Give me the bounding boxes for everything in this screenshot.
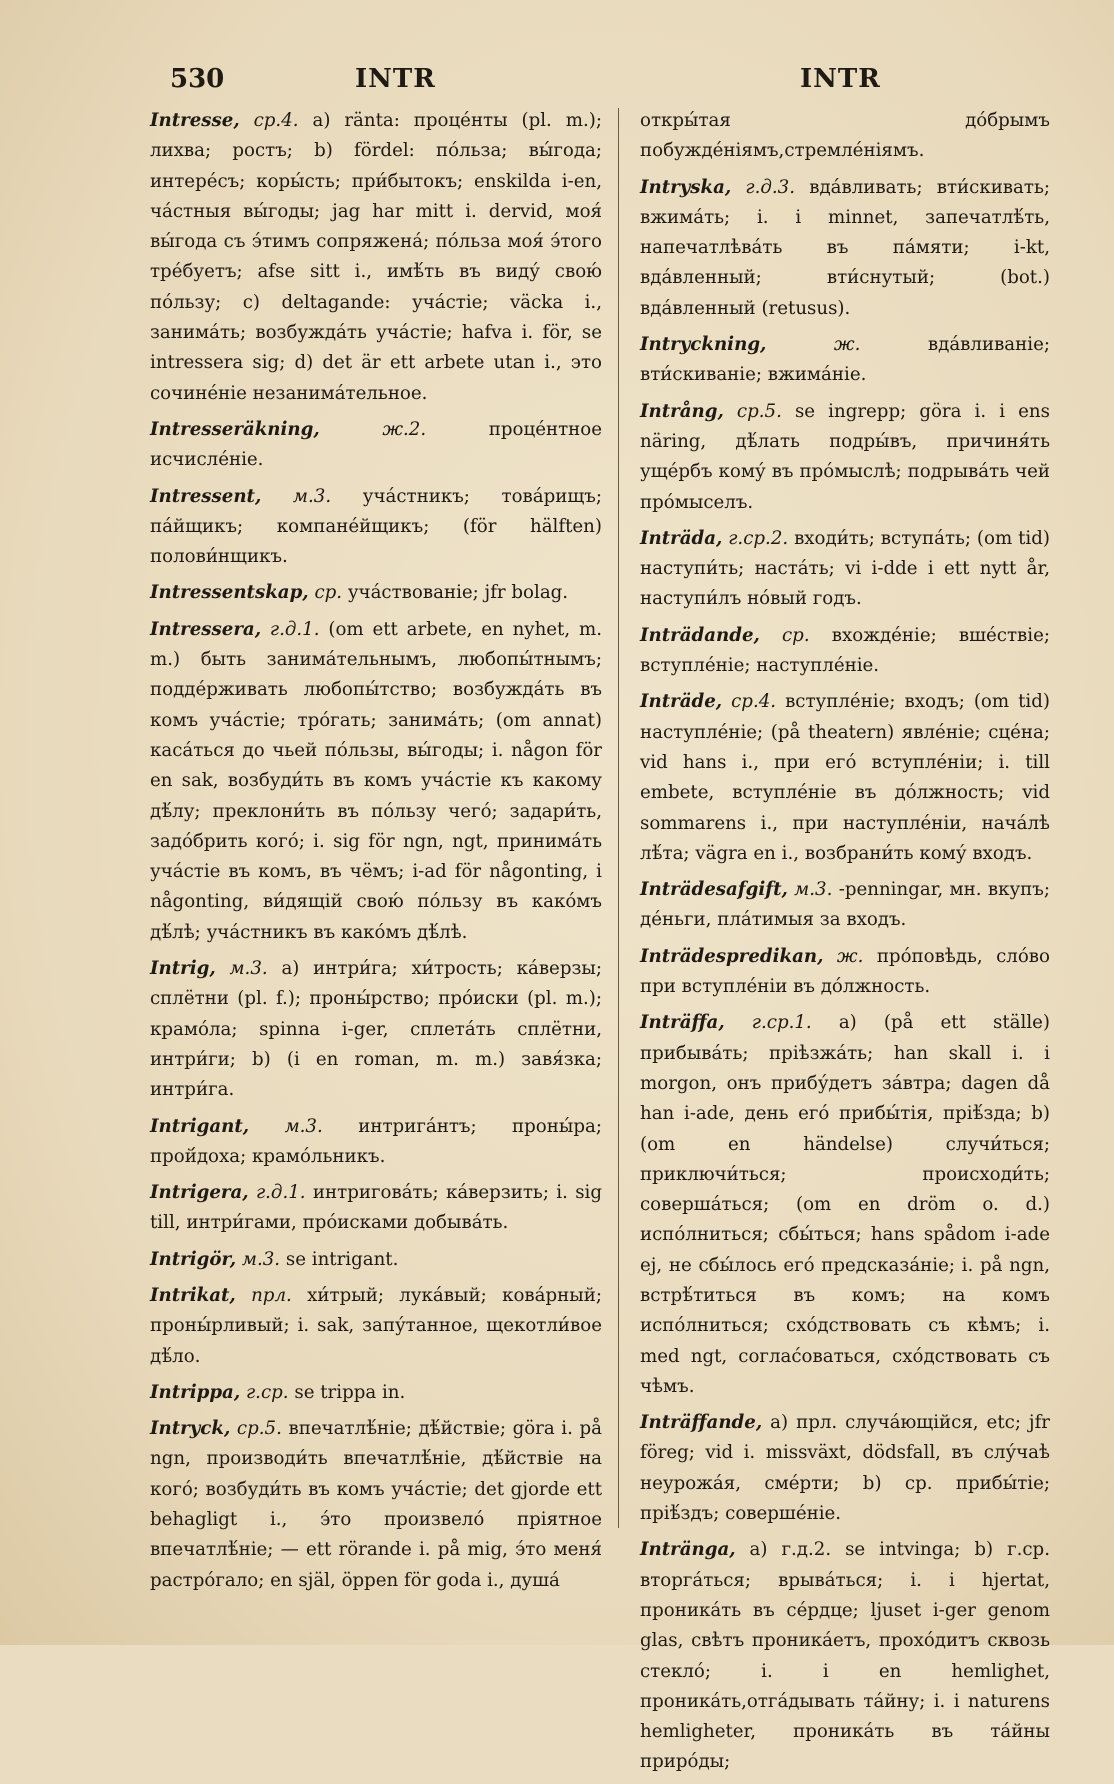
entry-headword: Intryckning, — [640, 334, 767, 356]
dictionary-entry — [150, 1112, 602, 1173]
entry-headword: Intressera, — [150, 618, 262, 640]
entry-headword: Intrikat, — [150, 1284, 236, 1306]
dictionary-entry — [640, 173, 1050, 324]
page-header — [0, 58, 1114, 98]
entry-grammar: г.д.1. — [269, 618, 320, 640]
entry-grammar: ср.5. — [736, 400, 782, 422]
entry-definition: -penningar, мн. вкупъ; де́ньги, пла́тимыя за входъ. — [640, 879, 1050, 931]
dictionary-entry — [640, 1535, 1050, 1777]
entry-definition: a) (på ett ställe) прибыва́ть; пріѣзжа́ть; han skall i. i morgon, онъ прибу́детъ за́втра; dagen då han i-ade, день его́ прибы́тія, пріѣ́зда; b) (om en händelse) случи́ться; приключи́ться; происходи́ть; соверша́ться; (om en dröm o. d.) испо́лниться; сбы́ться; hans spådom i-ade ej, не сбы́лось его́ предсказа́ніе; i. på ngn, встрѣ́титься въ комъ; на комъ испо́лниться; схо́дствовать съ кѣмъ; i. med ngt, соглас́оваться, схо́дствовать съ чѣмъ. — [640, 1012, 1050, 1397]
entry-grammar: прл. — [251, 1284, 292, 1306]
dictionary-entry — [150, 1178, 602, 1239]
entry-definition: a) г.д.2. se intvinga; b) г.ср. вторга́ться; врыва́ться; i. i hjertat, проника́ть въ се́рдце; ljuset i-ger genom glas, свѣтъ проника́етъ, прохо́дитъ сквозь стекло́; i. i en hemlighet, проника́ть,отга́дывать та́йну; i. i naturens hemligheter, проника́ть въ та́йны приро́ды; — [640, 1539, 1050, 1773]
entry-grammar: ср. — [782, 624, 810, 646]
dictionary-entry — [150, 415, 602, 476]
entry-definition: откры́тая до́брымъ побужде́ніямъ,стремле́ніямъ. — [640, 110, 1050, 162]
dictionary-entry — [150, 1378, 602, 1408]
running-head-right: INTR — [800, 64, 881, 94]
entry-definition: интрига́нтъ; проны́ра; прой́доха; крамо́льникъ. — [150, 1115, 602, 1167]
entry-grammar: ср. — [314, 582, 343, 604]
dictionary-entry — [150, 1281, 602, 1372]
entry-headword: Inträdesafgift, — [640, 879, 788, 901]
entry-headword: Inträda, — [640, 527, 723, 549]
dictionary-entry — [640, 687, 1050, 869]
entry-headword: Intrigör, — [150, 1248, 237, 1270]
entry-grammar: ж. — [836, 945, 864, 967]
entry-grammar: ж. — [833, 334, 861, 356]
entry-grammar: м.3. — [794, 879, 833, 901]
dictionary-entry — [640, 875, 1050, 936]
entry-definition: a) ränta: проце́нты (pl. m.); лихва; ростъ; b) fördel: по́льза; вы́года; интере́съ; коры́сть; при́бытокъ; enskilda i-en, ча́стныя вы́годы; jag har mitt i. dervid, моя́ вы́года съ э́тимъ сопряжена́; по́льза моя́ э́того тре́буетъ; afse sitt i., имѣ́ть въ виду́ свою́ по́льзу; c) deltagande: уча́стіе; väcka i., занима́ть; возбужда́ть уча́стіе; hafva i. för, se intressera sig; d) det är ett arbete utan i., это сочине́ніе незанима́тельное. — [150, 110, 602, 404]
entry-headword: Intressent, — [150, 485, 262, 507]
entry-headword: Inträde, — [640, 691, 723, 713]
dictionary-entry — [150, 1245, 602, 1275]
entry-headword: Inträffande, — [640, 1412, 763, 1434]
entry-definition: входи́ть; вступа́ть; (om tid) наступи́ть; наста́ть; vi i-dde i ett nytt år, наступи́лъ но́вый годъ. — [640, 527, 1050, 610]
dictionary-entry — [640, 330, 1050, 391]
right-column — [640, 106, 1050, 1784]
entry-definition: хи́трый; лука́вый; кова́рный; проны́рливый; i. sak, запу́танное, щекотли́вое дѣ́ло. — [150, 1284, 602, 1367]
entry-grammar: м.3. — [241, 1248, 281, 1270]
dictionary-entry — [150, 106, 602, 409]
entry-definition: впечатлѣ́ніе; дѣ́йствіе; göra i. på ngn, производи́ть впечатлѣ́ніе, дѣ́йствіе на кого́; возбуди́ть въ комъ уча́стіе; det gjorde ett behagligt i., э́то произвело́ пріятное впечатлѣ́ніе; — ett rörande i. på mig, э́то меня́ растро́гало; en själ, öppen för goda i., душа́ — [150, 1418, 602, 1591]
entry-definition: уча́стникъ; това́рищъ; па́йщикъ; компане́йщикъ; (för hälften) полови́нщикъ. — [150, 485, 602, 568]
entry-definition: вхожде́ніе; вше́ствіе; вступле́ніе; наступле́ніе. — [640, 624, 1050, 677]
entry-definition: se intrigant. — [285, 1248, 399, 1270]
entry-grammar: ж.2. — [382, 418, 427, 440]
entry-grammar: м.3. — [292, 485, 332, 507]
entry-grammar: ср.4. — [253, 110, 299, 131]
entry-definition: вда́вливаніе; вти́скиваніе; вжима́ніе. — [640, 334, 1050, 386]
left-column — [150, 106, 602, 1602]
dictionary-entry — [640, 397, 1050, 518]
dictionary-entry — [150, 578, 602, 608]
entry-grammar: ср.4. — [731, 691, 777, 713]
entry-headword: Inträdespredikan, — [640, 945, 824, 967]
entry-grammar: ср.5. — [236, 1418, 282, 1440]
entry-definition: вда́вливать; вти́скивать; вжима́ть; i. i minnet, запечатлѣ́ть, напечатлѣва́ть въ па́мяти; i-kt, вда́вленный; вти́снутый; (bot.) вда́вленный (retusus). — [640, 176, 1050, 319]
entry-definition: se trippa in. — [294, 1381, 406, 1403]
entry-headword: Intresse, — [150, 110, 240, 131]
dictionary-entry — [150, 615, 602, 948]
dictionary-entry — [150, 954, 602, 1105]
entry-headword: Intressentskap, — [150, 582, 309, 604]
dictionary-entry — [640, 1008, 1050, 1402]
entry-headword: Intränga, — [640, 1539, 736, 1561]
entry-headword: Intryska, — [640, 176, 732, 198]
entry-grammar: г.д.3. — [745, 176, 796, 198]
entry-definition: a) прл. случа́ющійся, etc; jfr föreg; vid i. missväxt, dödsfall, въ слу́чаѣ неурожа́я, сме́рти; b) ср. прибы́тіе; пріѣ́здъ; соверше́ніе. — [640, 1412, 1050, 1525]
dictionary-entry — [640, 524, 1050, 615]
entry-definition: вступле́ніе; входъ; (om tid) наступле́ніе; (på theatern) явле́ніе; сце́на; vid hans i., при его́ вступле́ніи; i. till embete, вступле́ніе въ до́лжность; vid sommarens i., при наступле́ніи, нача́лѣ лѣ́та; vägra en i., возбрани́ть кому́ входъ. — [640, 691, 1050, 864]
entry-headword: Intresseräkning, — [150, 418, 320, 440]
entry-headword: Inträdande, — [640, 624, 760, 646]
dictionary-entry — [640, 942, 1050, 1003]
entry-definition: интригова́ть; ка́верзить; i. sig till, интри́гами, про́исками добыва́ть. — [150, 1182, 602, 1234]
dictionary-entry — [640, 621, 1050, 682]
running-head-left: INTR — [355, 64, 436, 94]
dictionary-entry — [150, 1414, 602, 1596]
entry-definition: проце́нтное исчисле́ніе. — [150, 418, 602, 471]
entry-definition: про́повѣдь, сло́во при вступле́ніи въ до́лжность. — [640, 945, 1050, 998]
entry-grammar: г.ср.2. — [728, 527, 789, 549]
dictionary-entry — [640, 106, 1050, 167]
entry-headword: Inträffa, — [640, 1012, 725, 1034]
entry-definition: se ingrepp; göra i. i ens näring, дѣ́лать подры́въ, причиня́ть уще́рбъ кому́ въ про́мыслѣ; подрыва́ть чей про́мыселъ. — [640, 400, 1050, 513]
entry-definition: (om ett arbete, en nyhet, m. m.) быть занима́тельнымъ, любопы́тнымъ; подде́рживать любопы́тство; возбужда́ть въ комъ уча́стіе; тро́гать; занима́ть; (om annat) каса́ться до чьей по́льзы, вы́годы; i. någon för en sak, возбуди́ть въ комъ уча́стіе къ какому дѣ́лу; преклони́ть въ по́льзу чего́; задари́ть, задо́брить кого́; i. sig för ngn, ngt, принима́ть уча́стіе въ комъ, въ чёмъ; i-ad för någonting, i någonting, ви́дящій свою́ по́льзу въ како́мъ дѣ́лѣ; уча́стникъ въ како́мъ дѣ́лѣ. — [150, 618, 602, 943]
entry-grammar: м.3. — [229, 958, 268, 980]
entry-headword: Intrigant, — [150, 1115, 250, 1137]
entry-grammar: м.3. — [284, 1115, 323, 1137]
dictionary-entry — [640, 1408, 1050, 1529]
dictionary-entry — [150, 482, 602, 573]
entry-definition: a) интри́га; хи́трость; ка́верзы; сплётни (pl. f.); проны́рство; про́иски (pl. m.); крамо́ла; spinna i-ger, сплета́ть сплётни, интри́ги; b) (i en roman, m. m.) завя́зка; интри́га. — [150, 958, 602, 1101]
entry-grammar: г.д.1. — [255, 1182, 306, 1204]
entry-grammar: г.ср.1. — [751, 1012, 812, 1034]
entry-headword: Intrig, — [150, 958, 216, 980]
entry-headword: Intrigera, — [150, 1182, 249, 1204]
page-number: 530 — [170, 64, 225, 94]
entry-headword: Intrång, — [640, 400, 724, 422]
entry-headword: Intrippa, — [150, 1381, 241, 1403]
entry-grammar: г.ср. — [245, 1381, 289, 1403]
column-divider — [618, 108, 619, 1528]
entry-headword: Intryck, — [150, 1418, 231, 1440]
entry-definition: уча́ствованіе; jfr bolag. — [347, 582, 569, 604]
